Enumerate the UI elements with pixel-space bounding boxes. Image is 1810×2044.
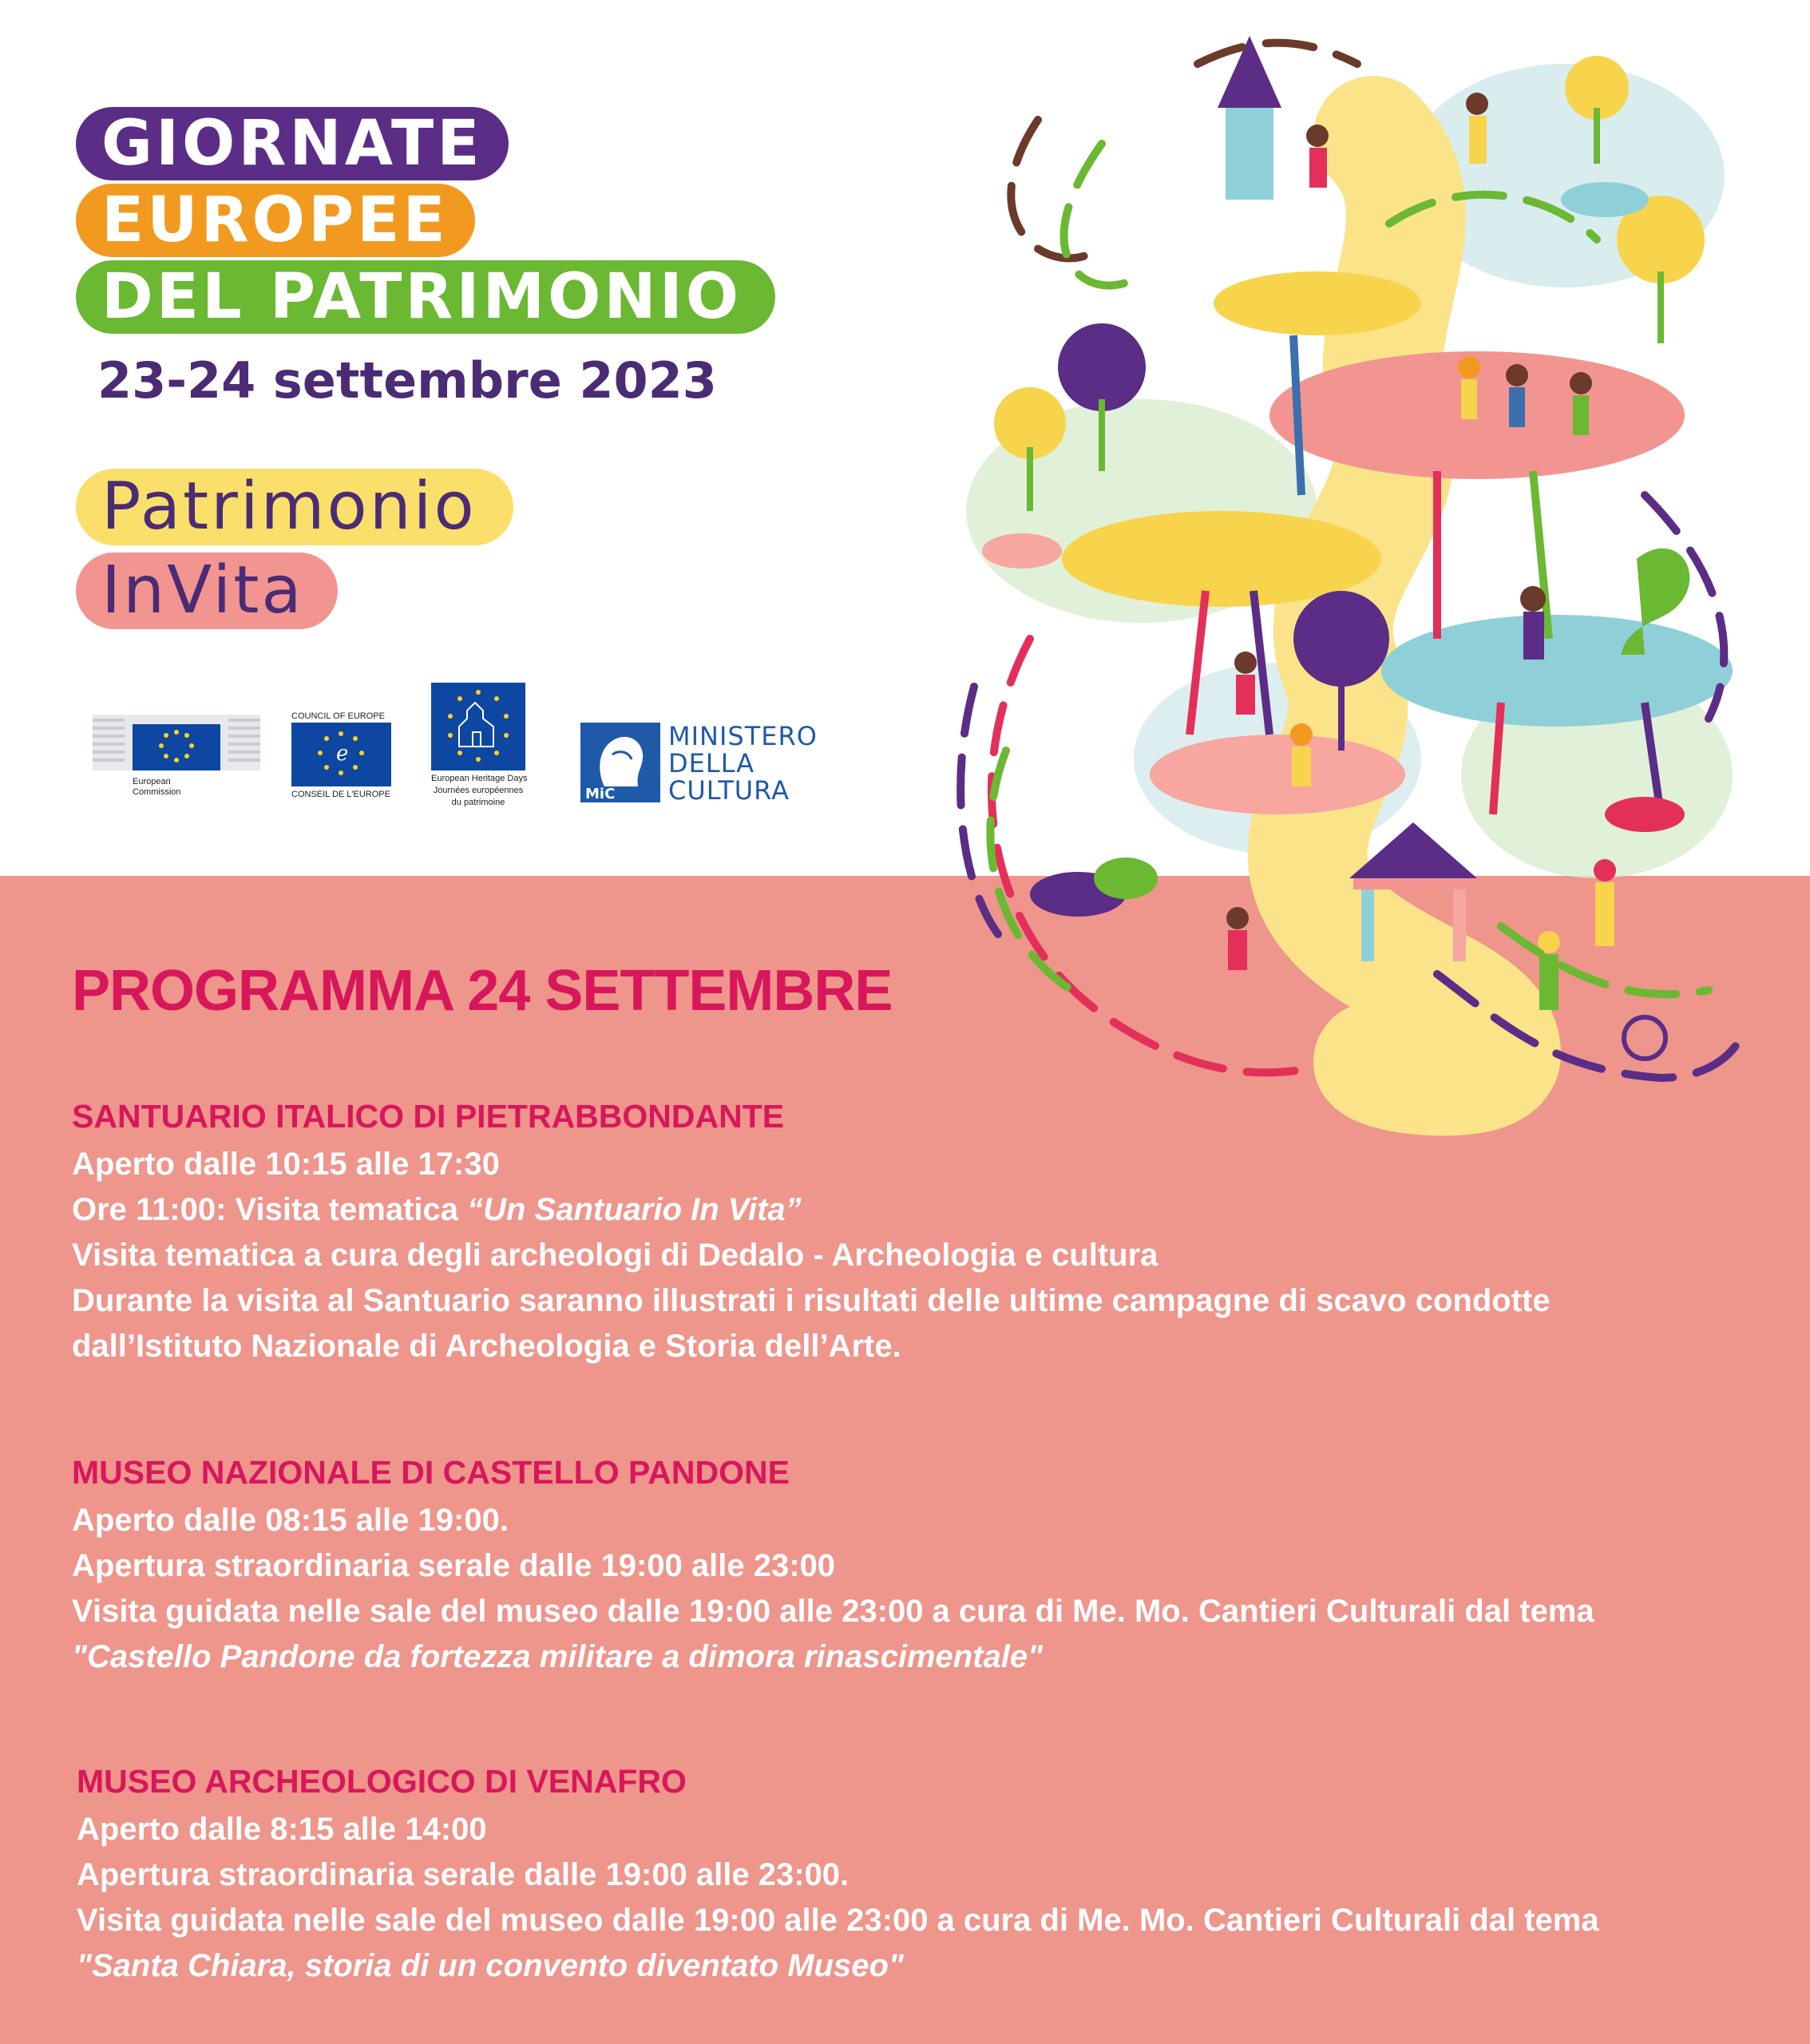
section-castello-pandone (72, 1452, 1788, 1680)
event-dates: 23-24 settembre 2023 (97, 351, 717, 410)
mic-badge-text: MiC (585, 786, 616, 802)
ministero-cultura-logo (580, 723, 836, 810)
section-line: Aperto dalle 8:15 alle 14:00 (77, 1812, 487, 1847)
section-line-with-title (72, 1187, 1788, 1233)
mic-line-2: DELLA (668, 748, 755, 778)
section-line: dall’Istituto Nazionale di Archeologia e Storia dell’Arte. (72, 1329, 901, 1364)
section-line: Visita guidata nelle sale del museo dalle 19:00 alle 23:00 a cura di Me. Mo. Cantieri Culturali dal tema (72, 1594, 1594, 1629)
theme-line-1: Patrimonio (76, 469, 513, 545)
section-italic-title (72, 1634, 1788, 1680)
ehd-caption-2: Journées européennes (433, 786, 524, 795)
section-heading: MUSEO NAZIONALE DI CASTELLO PANDONE (72, 1454, 790, 1491)
mic-line-1: MINISTERO (668, 721, 818, 751)
section-heading: SANTUARIO ITALICO DI PIETRABBONDANTE (72, 1098, 785, 1135)
coe-bottom-text: CONSEIL DE L'EUROPE (291, 790, 390, 799)
title-line-2: EUROPEE (76, 184, 475, 257)
section-line: Apertura straordinaria serale dalle 19:00 alle 23:00 (72, 1548, 836, 1583)
title-line-1: GIORNATE (76, 107, 509, 180)
section-line: Apertura straordinaria serale dalle 19:00 alle 23:00. (77, 1857, 850, 1892)
section-line: Aperto dalle 08:15 alle 19:00. (72, 1503, 509, 1538)
mic-wordmark (668, 723, 818, 804)
section-italic-text: "Castello Pandone da fortezza militare a dimora rinascimentale" (72, 1639, 1044, 1674)
section-heading: MUSEO ARCHEOLOGICO DI VENAFRO (77, 1763, 687, 1800)
section-line: Ore 11:00: Visita tematica (72, 1192, 468, 1227)
title-line-3: DEL PATRIMONIO (76, 260, 775, 334)
section-italic-title: “Un Santuario In Vita” (467, 1192, 802, 1227)
svg-text:e: e (336, 742, 349, 766)
program-title: PROGRAMMA 24 SETTEMBRE (72, 959, 893, 1023)
heritage-illustration (942, 16, 1741, 1150)
section-italic-text: "Santa Chiara, storia di un convento diventato Museo" (77, 1948, 904, 1983)
coe-top-text: COUNCIL OF EUROPE (291, 711, 385, 721)
section-pietrabbondante (72, 1095, 1788, 1369)
section-line: Durante la visita al Santuario saranno illustrati i risultati delle ultime campagne di scavo condotte (72, 1283, 1551, 1318)
mic-line-3: CULTURA (668, 775, 790, 806)
section-italic-title (77, 1943, 1793, 1989)
european-commission-logo (93, 699, 260, 802)
section-line: Visita tematica a cura degli archeologi di Dedalo - Archeologia e cultura (72, 1238, 1158, 1273)
section-line: Aperto dalle 10:15 alle 17:30 (72, 1147, 500, 1182)
ec-caption-1: European (133, 777, 171, 786)
ehd-caption-3: du patrimoine (451, 798, 505, 807)
council-of-europe-logo (291, 711, 399, 818)
european-heritage-days-logo (431, 683, 527, 826)
section-venafro (77, 1761, 1793, 1989)
partner-logos (88, 683, 846, 842)
ec-caption-2: Commission (133, 787, 181, 797)
ehd-caption-1: European Heritage Days (431, 774, 528, 783)
section-line: Visita guidata nelle sale del museo dalle 19:00 alle 23:00 a cura di Me. Mo. Cantieri Culturali dal tema (77, 1903, 1599, 1938)
theme-line-2: InVita (76, 553, 338, 629)
